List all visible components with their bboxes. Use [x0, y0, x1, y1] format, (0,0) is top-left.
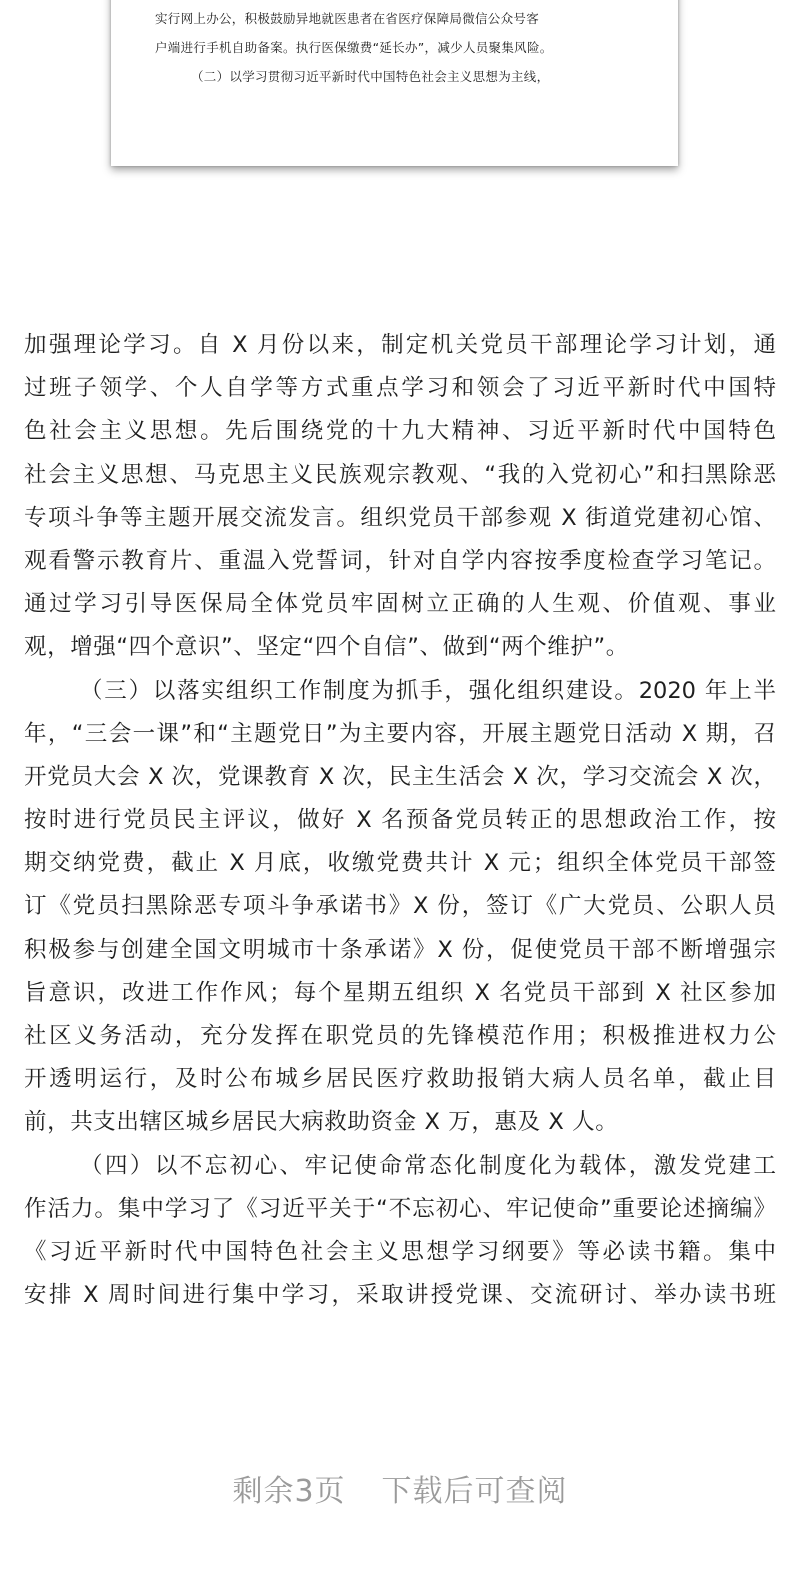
body-line: 开党员大会 X 次，党课教育 X 次，民主生活会 X 次，学习交流会 X 次，: [24, 763, 776, 790]
body-line: 观看警示教育片、重温入党誓词，针对自学内容按季度检查学习笔记。: [24, 547, 776, 574]
body-line: （三）以落实组织工作制度为抓手，强化组织建设。2020 年上半: [80, 677, 776, 704]
body-line: 旨意识，改进工作作风；每个星期五组织 X 名党员干部到 X 社区参加: [24, 979, 776, 1006]
download-prompt[interactable]: [0, 1466, 800, 1510]
preview-line: （二）以学习贯彻习近平新时代中国特色社会主义思想为主线，: [191, 69, 550, 84]
body-line: 安排 X 周时间进行集中学习，采取讲授党课、交流研讨、举办读书班: [24, 1282, 776, 1309]
body-line: 期交纳党费，截止 X 月底，收缴党费共计 X 元；组织全体党员干部签: [24, 850, 776, 877]
body-line: 开透明运行，及时公布城乡居民医疗救助报销大病人员名单，截止目: [24, 1066, 776, 1093]
document-body: [24, 324, 776, 1317]
body-line: 《习近平新时代中国特色社会主义思想学习纲要》等必读书籍。集中: [24, 1238, 776, 1265]
preview-line: 实行网上办公，积极鼓励异地就医患者在省医疗保障局微信公众号客: [155, 11, 540, 26]
body-line: （四）以不忘初心、牢记使命常态化制度化为载体，激发党建工: [80, 1152, 776, 1179]
body-line: 年，“三会一课”和“主题党日”为主要内容，开展主题党日活动 X 期，召: [24, 720, 776, 747]
remaining-pages-text[interactable]: 剩余3页: [232, 1474, 346, 1509]
body-line: 色社会主义思想。先后围绕党的十九大精神、习近平新时代中国特色: [24, 418, 776, 445]
download-hint-text[interactable]: 下载后可查阅: [381, 1474, 568, 1509]
body-line: 按时进行党员民主评议，做好 X 名预备党员转正的思想政治工作，按: [24, 807, 776, 834]
body-line: 积极参与创建全国文明城市十条承诺》X 份，促使党员干部不断增强宗: [24, 936, 776, 963]
body-line: 观，增强“四个意识”、坚定“四个自信”、做到“两个维护”。: [24, 634, 629, 661]
preview-page-card: [111, 0, 678, 166]
body-line: 过班子领学、个人自学等方式重点学习和领会了习近平新时代中国特: [24, 375, 776, 402]
body-line: 专项斗争等主题开展交流发言。组织党员干部参观 X 街道党建初心馆、: [24, 504, 776, 531]
body-line: 社会主义思想、马克思主义民族观宗教观、“我的入党初心”和扫黑除恶: [24, 461, 776, 488]
body-line: 社区义务活动，充分发挥在职党员的先锋模范作用；积极推进权力公: [24, 1023, 776, 1049]
body-line: 作活力。集中学习了《习近平关于“不忘初心、牢记使命”重要论述摘编》: [24, 1195, 776, 1222]
body-line: 通过学习引导医保局全体党员牢固树立正确的人生观、价值观、事业: [24, 591, 776, 618]
body-line: 加强理论学习。自 X 月份以来，制定机关党员干部理论学习计划，通: [24, 332, 776, 358]
preview-line: 户端进行手机自助备案。执行医保缴费“延长办”，减少人员聚集风险。: [155, 40, 553, 55]
body-line: 前，共支出辖区城乡居民大病救助资金 X 万，惠及 X 人。: [24, 1109, 619, 1136]
body-line: 订《党员扫黑除恶专项斗争承诺书》X 份，签订《广大党员、公职人员: [24, 893, 776, 920]
